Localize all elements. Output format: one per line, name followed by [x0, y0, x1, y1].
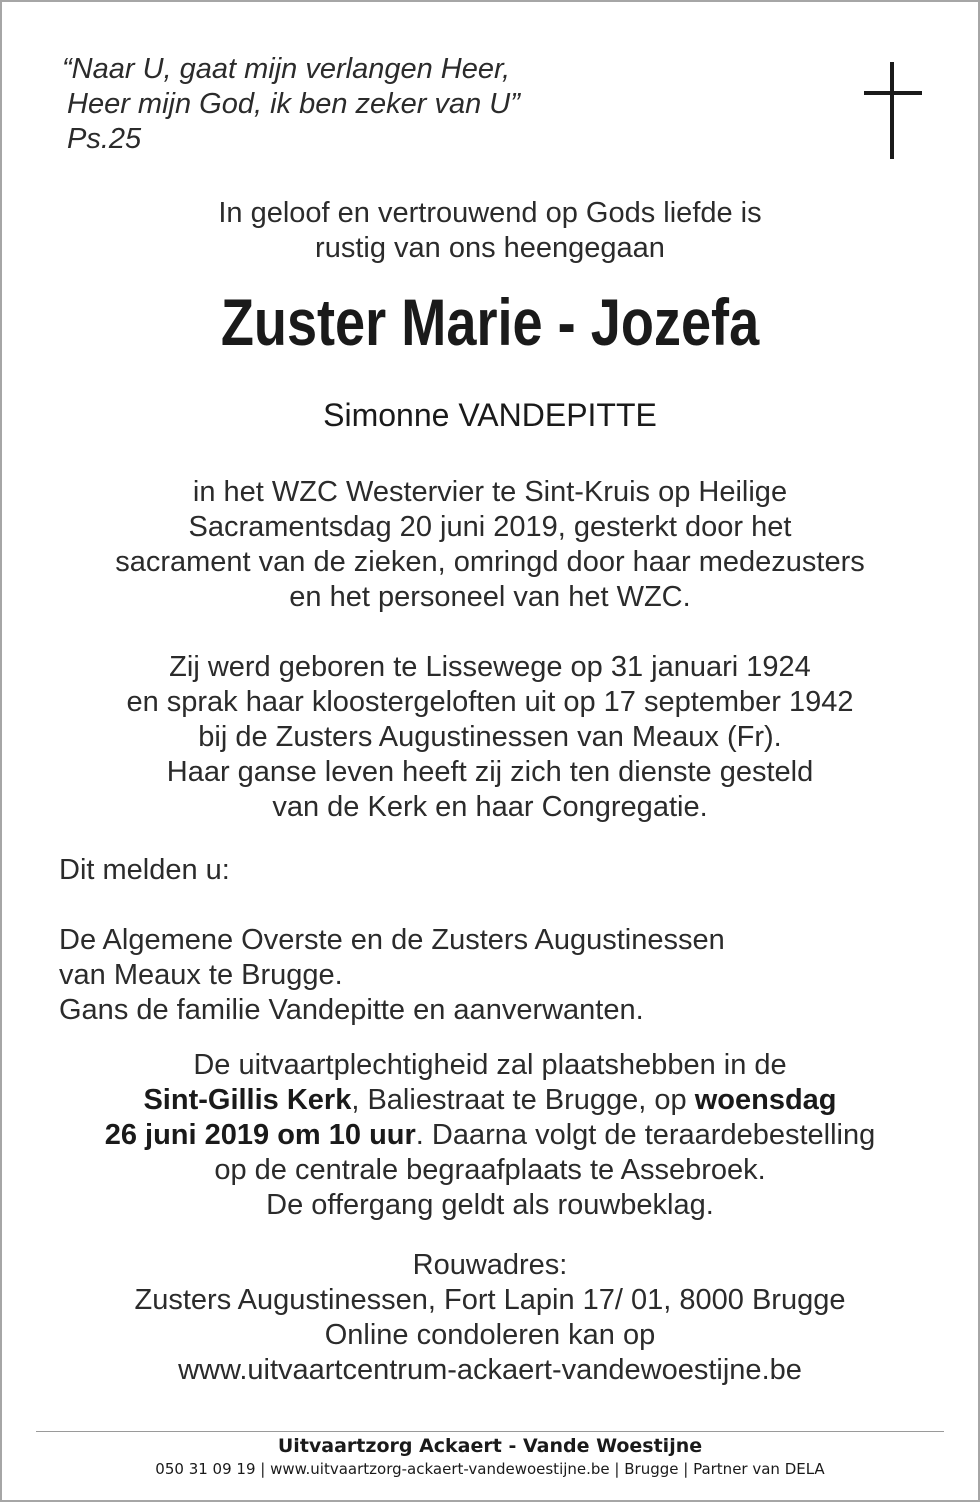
announcement: [59, 853, 230, 888]
quote-line-2: Heer mijn God, ik ben zeker van U”: [67, 88, 520, 120]
deceased-civil-name: Simonne VANDEPITTE: [323, 397, 657, 433]
footer-divider: [36, 1431, 944, 1432]
intro-text: [0, 196, 980, 266]
life-line-3: bij de Zusters Augustinessen van Meaux (Fr).: [198, 721, 782, 753]
address-label: Rouwadres:: [412, 1249, 568, 1281]
funeral-line-3: [0, 1118, 980, 1153]
death-line-3: sacrament van de zieken, omringd door haar medezusters: [115, 546, 865, 578]
address-section: [0, 1248, 980, 1388]
quote-reference: Ps.25: [67, 123, 142, 155]
senders: [59, 923, 725, 1028]
life-line-2: en sprak haar kloostergeloften uit op 17 september 1942: [126, 686, 854, 718]
life-paragraph: [0, 650, 980, 825]
senders-line-3: Gans de familie Vandepitte en aanverwanten.: [59, 994, 644, 1026]
funeral-line-5: De offergang geldt als rouwbeklag.: [266, 1189, 714, 1221]
funeral-line-4: op de centrale begraafplaats te Assebroek.: [214, 1154, 766, 1186]
funeral-home-name: Uitvaartzorg Ackaert - Vande Woestijne: [277, 1435, 703, 1457]
life-line-4: Haar ganse leven heeft zij zich ten dienste gesteld: [166, 756, 814, 788]
funeral-line-2: [0, 1083, 980, 1118]
announcement-text: Dit melden u:: [59, 854, 230, 886]
church-name: Sint-Gillis Kerk: [143, 1084, 352, 1116]
funeral-datetime: 26 juni 2019 om 10 uur: [104, 1119, 416, 1151]
death-line-4: en het personeel van het WZC.: [289, 581, 691, 613]
burial-note: . Daarna volgt de teraardebestelling: [415, 1119, 876, 1151]
address-value: Zusters Augustinessen, Fort Lapin 17/ 01, 8000 Brugge: [134, 1284, 846, 1316]
senders-line-1: De Algemene Overste en de Zusters Augustinessen: [59, 924, 725, 956]
funeral-paragraph: [0, 1048, 980, 1223]
life-line-1: Zij werd geboren te Lissewege op 31 januari 1924: [169, 651, 811, 683]
death-line-2: Sacramentsdag 20 juni 2019, gesterkt door het: [188, 511, 792, 543]
condolence-text: Online condoleren kan op: [324, 1319, 656, 1351]
life-line-5: van de Kerk en haar Congregatie.: [272, 791, 708, 823]
senders-line-2: van Meaux te Brugge.: [59, 959, 343, 991]
bible-quote: [62, 52, 520, 157]
condolence-website[interactable]: www.uitvaartcentrum-ackaert-vandewoestijne.be: [178, 1354, 802, 1386]
intro-line-2: rustig van ons heengegaan: [315, 232, 665, 264]
funeral-home-info: 050 31 09 19 | www.uitvaartzorg-ackaert-vandewoestijne.be | Brugge | Partner van DELA: [155, 1460, 825, 1478]
death-paragraph: [0, 475, 980, 615]
funeral-day: woensdag: [694, 1084, 837, 1116]
funeral-line-1: De uitvaartplechtigheid zal plaatshebben in de: [193, 1049, 787, 1081]
death-line-1: in het WZC Westervier te Sint-Kruis op Heilige: [192, 476, 788, 508]
quote-line-1: “Naar U, gaat mijn verlangen Heer,: [62, 53, 511, 85]
deceased-religious-name: Zuster Marie - Jozefa: [220, 285, 760, 359]
cross-icon: [864, 62, 922, 159]
church-address: , Baliestraat te Brugge, op: [351, 1084, 695, 1116]
intro-line-1: In geloof en vertrouwend op Gods liefde is: [218, 197, 762, 229]
